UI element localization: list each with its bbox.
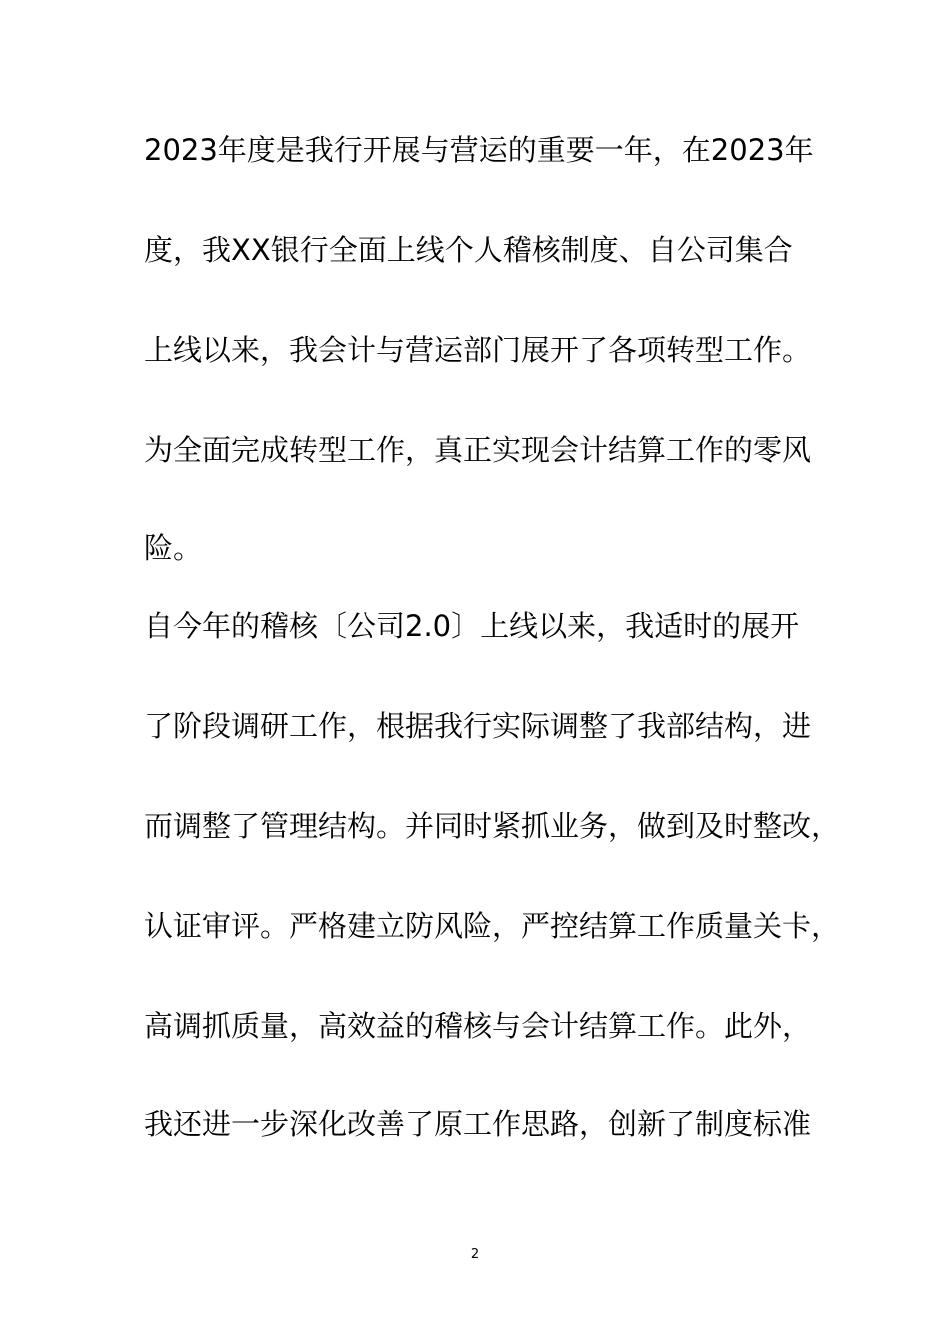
paragraph-2-line-2: 了阶段调研工作，根据我行实际调整了我部结构，进 <box>144 709 812 743</box>
paragraph-2-line-5: 高调抓质量，高效益的稽核与会计结算工作。此外， <box>144 1009 812 1043</box>
paragraph-1-line-1: 2023年度是我行开展与营运的重要一年，在2023年 <box>144 133 814 167</box>
paragraph-2-line-3: 而调整了管理结构。并同时紧抓业务，做到及时整改， <box>144 809 841 843</box>
paragraph-2-line-4: 认证审评。严格建立防风险，严控结算工作质量关卡， <box>144 909 841 943</box>
paragraph-2-line-6: 我还进一步深化改善了原工作思路，创新了制度标准 <box>144 1107 812 1141</box>
paragraph-1-line-3: 上线以来，我会计与营运部门展开了各项转型工作。 <box>144 333 812 367</box>
paragraph-1-line-5: 险。 <box>144 531 203 565</box>
page-number: 2 <box>470 1247 480 1262</box>
paragraph-2-line-1: 自今年的稽核〔公司2.0〕上线以来，我适时的展开 <box>144 609 800 643</box>
paragraph-1-line-2: 度，我XX银行全面上线个人稽核制度、自公司集合 <box>144 233 793 267</box>
paragraph-1-line-4: 为全面完成转型工作，真正实现会计结算工作的零风 <box>144 433 812 467</box>
